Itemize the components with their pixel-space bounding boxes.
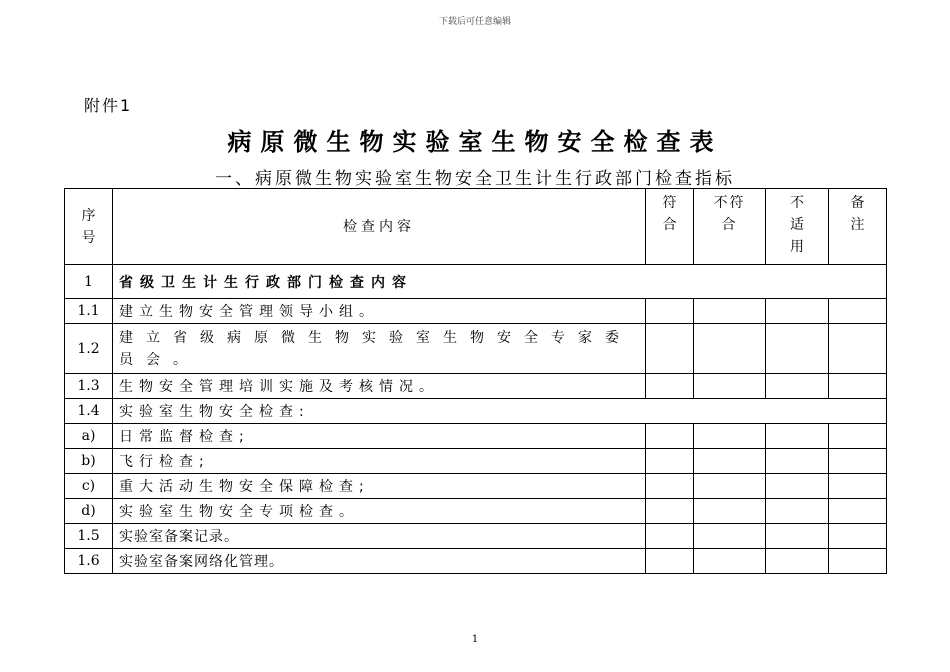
- row-content: 建立生物安全管理领导小组。: [113, 299, 646, 324]
- nonconform-cell[interactable]: [694, 374, 766, 399]
- col-header-conform: 符合: [646, 189, 694, 265]
- remarks-cell[interactable]: [829, 524, 887, 549]
- row-number: d): [65, 499, 113, 524]
- conform-cell[interactable]: [646, 374, 694, 399]
- nonconform-cell[interactable]: [694, 499, 766, 524]
- header-note: 下载后可任意编辑: [438, 17, 511, 27]
- page-number: 1: [471, 634, 479, 645]
- conform-cell[interactable]: [646, 474, 694, 499]
- table-row: [65, 324, 887, 374]
- nonconform-cell[interactable]: [694, 424, 766, 449]
- col-header-nonconform: 不符合: [694, 189, 766, 265]
- col-header-content: 检查内容: [113, 189, 646, 265]
- row-content: 日常监督检查;: [113, 424, 646, 449]
- not-applicable-cell[interactable]: [766, 549, 829, 574]
- row-content: 实验室备案记录。: [113, 524, 646, 549]
- col-header-not-applicable: 不适用: [766, 189, 829, 265]
- row-number: 1.1: [65, 299, 113, 324]
- table-row: [65, 374, 887, 399]
- remarks-cell[interactable]: [829, 324, 887, 374]
- table-row: [65, 299, 887, 324]
- col-header-index: 序号: [65, 189, 113, 265]
- remarks-cell[interactable]: [829, 299, 887, 324]
- col-header-remarks: 备注: [829, 189, 887, 265]
- table-row: [65, 524, 887, 549]
- remarks-cell[interactable]: [829, 449, 887, 474]
- section-row: [65, 265, 887, 299]
- remarks-cell[interactable]: [829, 374, 887, 399]
- conform-cell[interactable]: [646, 549, 694, 574]
- attachment-label: 附件1: [84, 96, 133, 115]
- not-applicable-cell[interactable]: [766, 374, 829, 399]
- table-row: [65, 399, 887, 424]
- remarks-cell[interactable]: [829, 549, 887, 574]
- not-applicable-cell[interactable]: [766, 449, 829, 474]
- section-title: 省级卫生计生行政部门检查内容: [113, 265, 887, 299]
- nonconform-cell[interactable]: [694, 449, 766, 474]
- nonconform-cell[interactable]: [694, 324, 766, 374]
- row-number: 1.6: [65, 549, 113, 574]
- row-number: a): [65, 424, 113, 449]
- table-row: [65, 499, 887, 524]
- table-row: [65, 549, 887, 574]
- row-content: 实验室生物安全专项检查。: [113, 499, 646, 524]
- document-title: 病原微生物实验室生物安全检查表: [227, 128, 723, 156]
- row-number: c): [65, 474, 113, 499]
- nonconform-cell[interactable]: [694, 524, 766, 549]
- not-applicable-cell[interactable]: [766, 499, 829, 524]
- not-applicable-cell[interactable]: [766, 474, 829, 499]
- not-applicable-cell[interactable]: [766, 299, 829, 324]
- row-content: 飞行检查;: [113, 449, 646, 474]
- row-number: 1.3: [65, 374, 113, 399]
- table-row: [65, 474, 887, 499]
- conform-cell[interactable]: [646, 424, 694, 449]
- inspection-table: [64, 188, 887, 574]
- table-header-row: [65, 189, 887, 265]
- row-content: 生物安全管理培训实施及考核情况。: [113, 374, 646, 399]
- table-row: [65, 449, 887, 474]
- conform-cell[interactable]: [646, 524, 694, 549]
- nonconform-cell[interactable]: [694, 549, 766, 574]
- conform-cell[interactable]: [646, 324, 694, 374]
- not-applicable-cell[interactable]: [766, 524, 829, 549]
- row-content: 重大活动生物安全保障检查;: [113, 474, 646, 499]
- row-number: 1.5: [65, 524, 113, 549]
- document-subtitle: 一、病原微生物实验室生物安全卫生计生行政部门检查指标: [215, 169, 735, 189]
- row-number: 1.4: [65, 399, 113, 424]
- row-number: 1.2: [65, 324, 113, 374]
- table-row: [65, 424, 887, 449]
- remarks-cell[interactable]: [829, 424, 887, 449]
- not-applicable-cell[interactable]: [766, 324, 829, 374]
- remarks-cell[interactable]: [829, 499, 887, 524]
- nonconform-cell[interactable]: [694, 474, 766, 499]
- row-content: 实验室备案网络化管理。: [113, 549, 646, 574]
- remarks-cell[interactable]: [829, 474, 887, 499]
- nonconform-cell[interactable]: [694, 299, 766, 324]
- conform-cell[interactable]: [646, 499, 694, 524]
- section-number: 1: [65, 265, 113, 299]
- row-content: 实验室生物安全检查:: [113, 399, 887, 424]
- conform-cell[interactable]: [646, 449, 694, 474]
- not-applicable-cell[interactable]: [766, 424, 829, 449]
- row-content: 建立省级病原微生物实验室生物安全专家委员会。: [113, 324, 646, 374]
- conform-cell[interactable]: [646, 299, 694, 324]
- row-number: b): [65, 449, 113, 474]
